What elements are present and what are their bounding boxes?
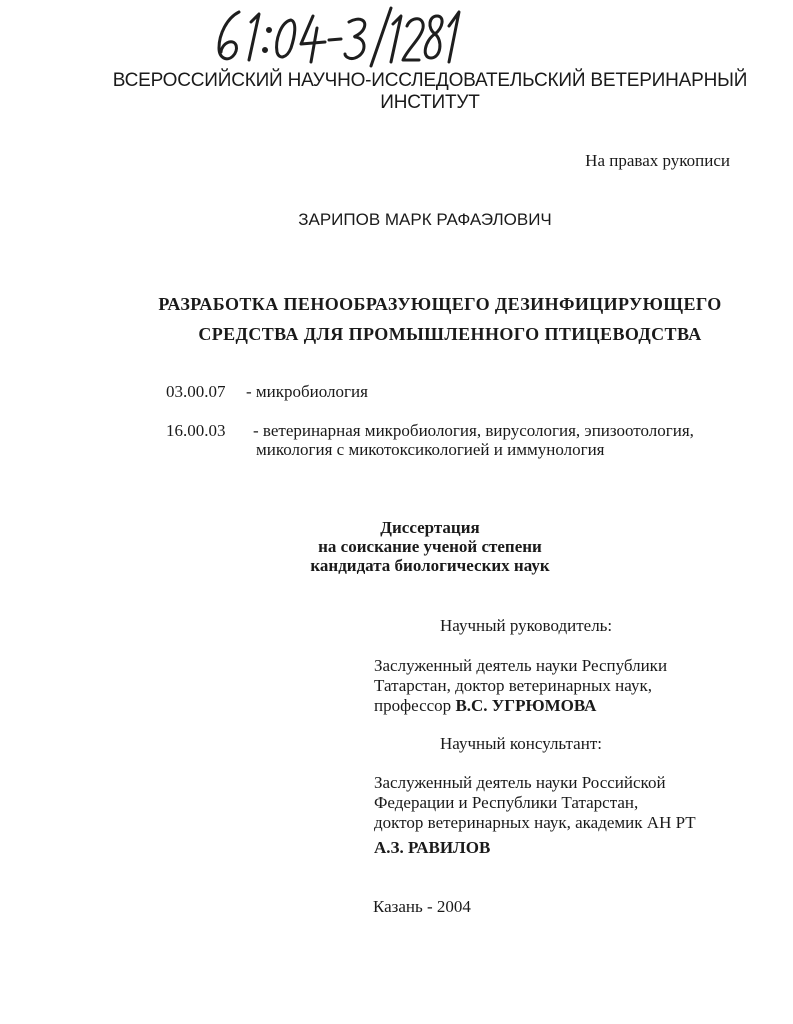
consultant-line-3: доктор ветеринарных наук, академик АН РТ [374,813,696,832]
consultant-label: Научный консультант: [440,734,602,753]
handwritten-archive-number [205,4,465,68]
supervisor-block [374,656,667,716]
degree-line-1: Диссертация [380,518,480,537]
rights-notice: На правах рукописи [585,151,730,170]
title-line-1: РАЗРАБОТКА ПЕНООБРАЗУЮЩЕГО ДЕЗИНФИЦИРУЮЩЕГО [158,294,722,314]
title-line-2: СРЕДСТВА ДЛЯ ПРОМЫШЛЕННОГО ПТИЦЕВОДСТВА [198,324,702,344]
handwritten-number-graphic [205,4,465,68]
supervisor-line-1: Заслуженный деятель науки Республики [374,656,668,675]
specialty-code: 16.00.03 [166,421,226,440]
supervisor-line-3 [374,696,667,716]
consultant-line-1: Заслуженный деятель науки Российской [374,773,666,792]
supervisor-title: профессор [374,696,452,715]
city-and-year: Казань - 2004 [373,897,471,916]
supervisor-name: В.С. УГРЮМОВА [455,696,597,715]
consultant-block [374,773,696,833]
supervisor-label: Научный руководитель: [440,616,613,635]
specialty-description: - ветеринарная микробиология, вирусология, эпизоотология, [253,421,694,440]
institute-name: ВСЕРОССИЙСКИЙ НАУЧНО-ИССЛЕДОВАТЕЛЬСКИЙ ВЕТЕРИНАРНЫЙ ИНСТИТУТ [112,70,748,113]
degree-line-2: на соискание ученой степени [318,537,542,556]
consultant-name: А.З. РАВИЛОВ [374,838,491,857]
specialty-code: 03.00.07 [166,382,226,401]
consultant-line-2: Федерации и Республики Татарстан, [374,793,639,812]
degree-line-3: кандидата биологических наук [310,556,550,575]
degree-statement [250,518,610,575]
dissertation-title [100,289,780,349]
specialty-description: - микробиология [246,382,368,401]
author-name: ЗАРИПОВ МАРК РАФАЭЛОВИЧ [298,210,552,229]
supervisor-line-2: Татарстан, доктор ветеринарных наук, [374,676,652,695]
specialty-description-continued: микология с микотоксикологией и иммунология [256,440,605,459]
